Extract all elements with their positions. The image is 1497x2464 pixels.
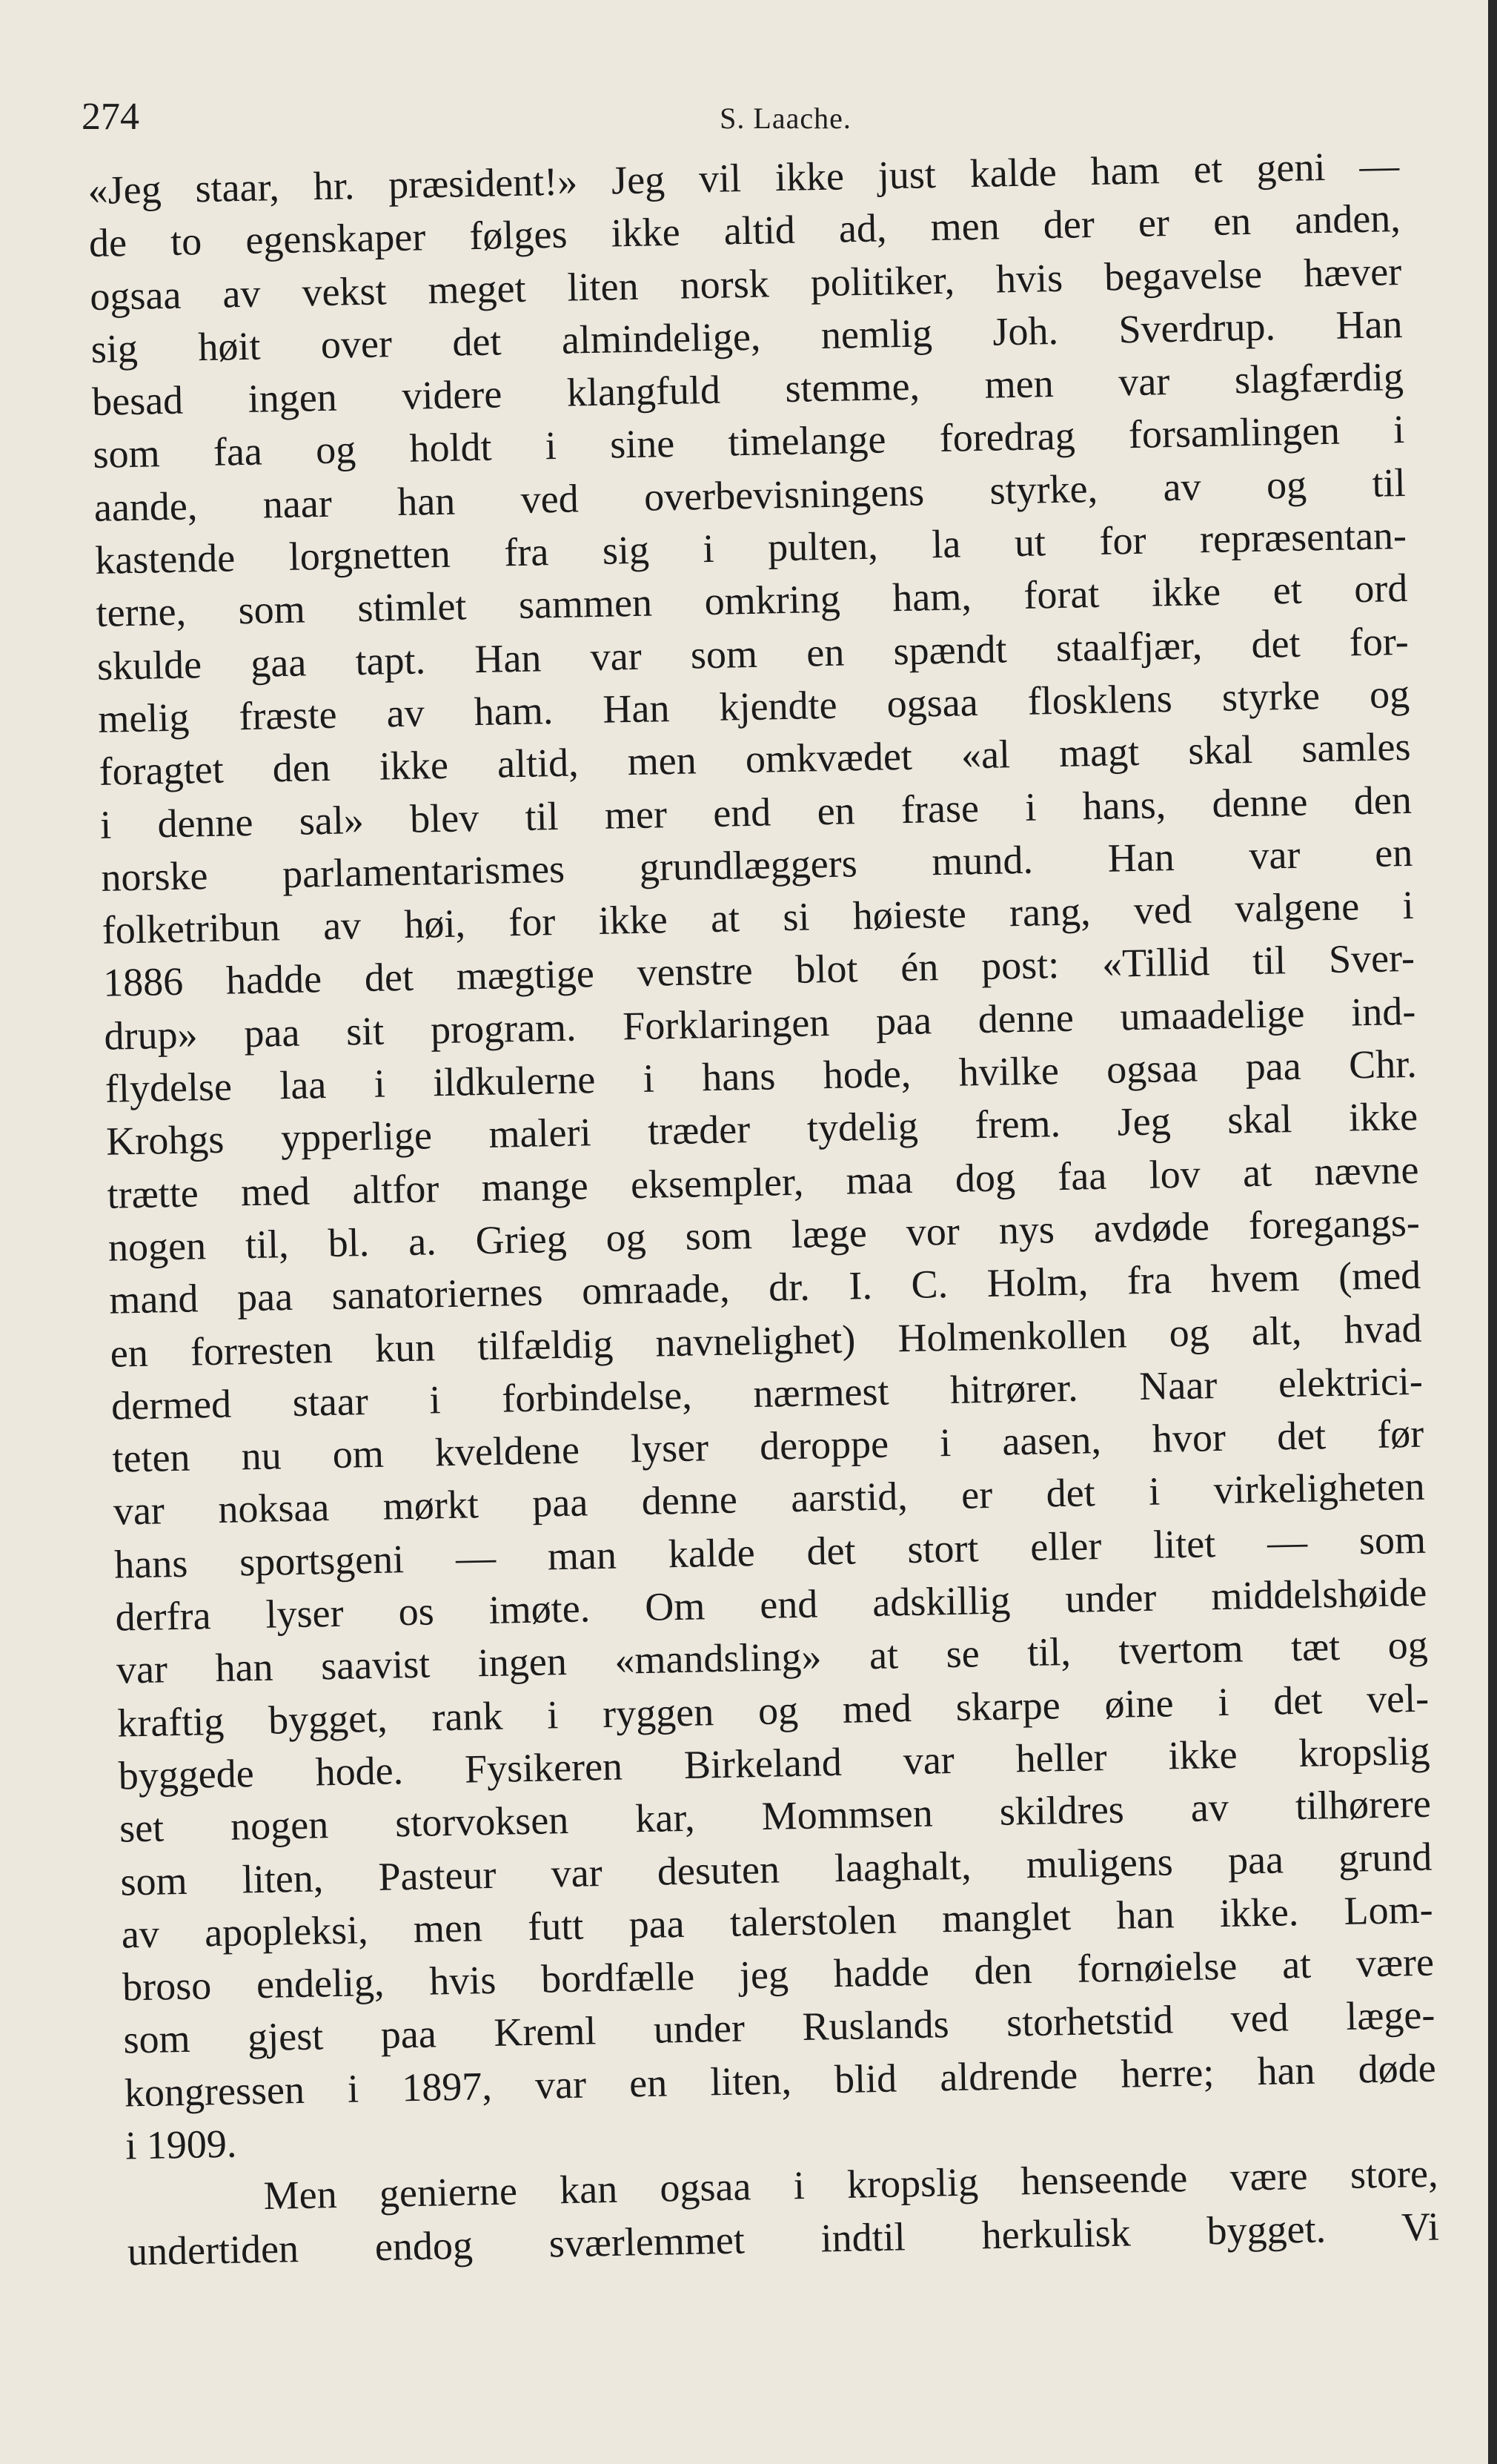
text-line: Men genierne kan ogsaa i kropslig henseende være store, (263, 2150, 1438, 2219)
text-line: en forresten kun tilfældig navnelighet) Holmenkollen og alt, hvad (110, 1305, 1423, 1376)
text-line: av apopleksi, men futt paa talerstolen manglet han ikke. Lom- (121, 1887, 1434, 1957)
text-line: kastende lorgnetten fra sig i pulten, la ut for repræsentan- (94, 513, 1407, 583)
text-line: aande, naar han ved overbevisningens styrke, av og til (93, 460, 1407, 530)
text-line: folketribun av høi, for ikke at si høieste rang, ved valgene i (102, 882, 1415, 953)
text-line: teten nu om kveldene lyser deroppe i aasen, hvor det før (111, 1411, 1424, 1481)
text-line: drup» paa sit program. Forklaringen paa denne umaadelige ind- (103, 988, 1416, 1059)
text-line: «Jeg staar, hr. præsident!» Jeg vil ikke just kalde ham et geni — (87, 143, 1400, 213)
text-line: som liten, Pasteur var desuten laaghalt, muligens paa grund (119, 1834, 1433, 1904)
text-line: mand paa sanatoriernes omraade, dr. I. C. Holm, fra hvem (med (108, 1252, 1421, 1322)
body-text (87, 139, 1439, 2278)
text-line: Krohgs ypperlige maleri træder tydelig frem. Jeg skal ikke (105, 1094, 1418, 1165)
page-number: 274 (82, 96, 139, 138)
text-line: hans sportsgeni — man kalde det stort eller litet — som (113, 1517, 1427, 1587)
text-line: kraftig bygget, rank i ryggen og med skarpe øine i det vel- (116, 1675, 1430, 1746)
text-line: i 1909. (125, 2121, 237, 2168)
text-line: sig høit over det almindelige, nemlig Joh. Sverdrup. Han (90, 301, 1404, 371)
text-line: besad ingen videre klangfuld stemme, men var slagfærdig (91, 354, 1404, 425)
text-line: terne, som stimlet sammen omkring ham, forat ikke et ord (96, 566, 1408, 636)
text-line: trætte med altfor mange eksempler, maa dog faa lov at nævne (107, 1147, 1419, 1217)
text-line: skulde gaa tapt. Han var som en spændt staalfjær, det for- (96, 618, 1410, 689)
text-line: flydelse laa i ildkulerne i hans hode, hvilke ogsaa paa Chr. (104, 1041, 1418, 1111)
text-line: var han saavist ingen «mandsling» at se til, tvertom tæt og (116, 1622, 1429, 1692)
running-head: S. Laache. (720, 102, 852, 135)
text-line: nogen til, bl. a. Grieg og som læge vor nys avdøde foregangs- (107, 1199, 1421, 1270)
text-line: broso endelig, hvis bordfælle jeg hadde den fornøielse at være (122, 1939, 1435, 2010)
text-line: byggede hode. Fysikeren Birkeland var heller ikke kropslig (118, 1728, 1430, 1798)
page-edge-shadow (1488, 0, 1497, 2464)
text-line: derfra lyser os imøte. Om end adskillig under middelshøide (115, 1569, 1427, 1640)
text-line: set nogen storvoksen kar, Mommsen skildres av tilhørere (119, 1781, 1432, 1851)
text-line: foragtet den ikke altid, men omkvædet «al magt skal samles (99, 724, 1411, 795)
text-line: norske parlamentarismes grundlæggers mund. Han var en (100, 829, 1413, 900)
text-line: var noksaa mørkt paa denne aarstid, er det i virkeligheten (113, 1464, 1426, 1534)
text-line: i denne sal» blev til mer end en frase i hans, denne den (99, 777, 1413, 847)
text-line: som faa og holdt i sine timelange foredrag forsamlingen i (92, 407, 1405, 477)
text-line: de to egenskaper følges ikke altid ad, men der er en anden, (88, 196, 1401, 266)
text-line: kongressen i 1897, var en liten, blid aldrende herre; han døde (124, 2045, 1437, 2116)
text-line: 1886 hadde det mægtige venstre blot én post: «Tillid til Sver- (102, 935, 1415, 1006)
text-line: dermed staar i forbindelse, nærmest hitrører. Naar elektrici- (110, 1358, 1424, 1428)
text-line: ogsaa av vekst meget liten norsk politiker, hvis begavelse hæver (89, 248, 1402, 319)
text-line: undertiden endog sværlemmet indtil herkulisk bygget. Vi (127, 2204, 1440, 2274)
text-line: melig fræste av ham. Han kjendte ogsaa flosklens styrke og (97, 671, 1410, 741)
text-line: som gjest paa Kreml under Ruslands storhetstid ved læge- (123, 1992, 1435, 2062)
